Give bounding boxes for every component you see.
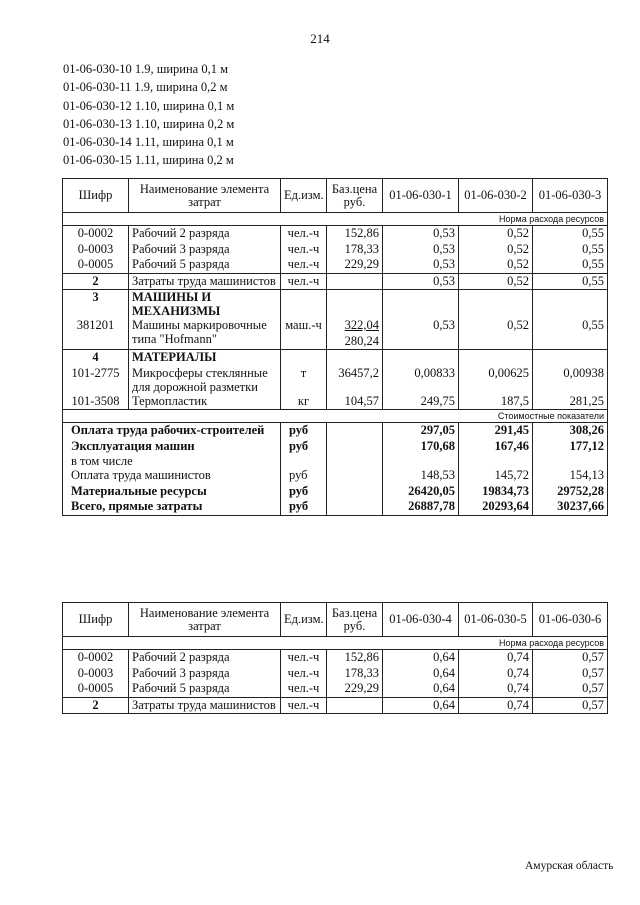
value-cell: 0,52 [507, 318, 529, 332]
value-cell: 0,55 [582, 226, 604, 240]
band-norm-label: Норма расхода ресурсов [499, 638, 604, 648]
cost-name: в том числе [71, 454, 133, 468]
cost-value: 297,05 [420, 423, 455, 437]
name-cell: Рабочий 5 разряда [132, 681, 230, 695]
cost-name: Эксплуатация машин [71, 438, 195, 453]
header-name: Наименование элемента затрат [139, 181, 270, 209]
price-value-alt: 280,24 [344, 333, 379, 348]
value-cell: 0,64 [433, 681, 455, 695]
cost-value: 19834,73 [482, 483, 529, 498]
code-cell: 101-2775 [71, 365, 120, 380]
table-row [63, 394, 608, 410]
name-cell: Затраты труда машинистов [132, 697, 276, 712]
name-cell: Микросферы стеклянные для дорожной разметки [132, 365, 268, 394]
cost-value: 167,46 [494, 438, 529, 453]
table-row [63, 350, 608, 366]
cost-value: 145,72 [494, 468, 529, 482]
value-cell: 0,00938 [563, 365, 604, 380]
price-value: 152,86 [344, 650, 379, 664]
unit-cell: чел.-ч [287, 273, 320, 288]
unit-cell: чел.-ч [287, 681, 320, 695]
name-cell: Машины маркировочные типа "Hofmann" [132, 318, 267, 346]
table-row [63, 226, 608, 242]
value-cell: 0,53 [433, 226, 455, 240]
cost-value: 29752,28 [557, 483, 604, 498]
unit-cell: чел.-ч [287, 650, 320, 664]
table-row [63, 697, 608, 714]
value-cell: 0,53 [433, 257, 455, 271]
cost-unit: руб [289, 499, 309, 513]
name-cell: Рабочий 2 разряда [132, 650, 230, 664]
value-cell: 0,55 [582, 273, 604, 288]
band-row [63, 637, 608, 650]
value-cell: 0,64 [433, 665, 455, 680]
intro-line: 01-06-030-13 1.10, ширина 0,2 м [63, 116, 235, 131]
cost-unit: руб [289, 468, 308, 482]
value-cell: 0,74 [507, 665, 529, 680]
price-value: 178,33 [344, 665, 379, 680]
name-cell: Термопластик [132, 393, 208, 408]
table-row [63, 650, 608, 666]
cost-value: 308,26 [569, 423, 604, 437]
name-cell: Затраты труда машинистов [132, 273, 276, 288]
intro-line: 01-06-030-10 1.9, ширина 0,1 м [63, 62, 229, 76]
value-cell: 0,55 [582, 241, 604, 256]
code-cell: 2 [92, 273, 99, 288]
name-cell: Рабочий 2 разряда [132, 226, 230, 240]
intro-line: 01-06-030-11 1.9, ширина 0,2 м [63, 80, 228, 95]
header-column: 01-06-030-4 [389, 612, 452, 626]
cost-value: 154,13 [569, 468, 604, 482]
value-cell: 0,52 [507, 241, 529, 256]
resource-table-2 [62, 602, 608, 714]
band-row [63, 410, 608, 423]
code-cell: 0-0002 [77, 650, 114, 664]
code-cell: 0-0005 [77, 681, 114, 695]
unit-cell: чел.-ч [287, 697, 320, 712]
price-value: 36457,2 [338, 365, 379, 380]
value-cell: 0,74 [507, 681, 529, 695]
region-footer: Амурская область [525, 860, 614, 872]
resource-table-1 [62, 178, 608, 516]
cost-name: Оплата труда машинистов [71, 468, 211, 482]
table-row [63, 318, 608, 350]
value-cell: 0,52 [507, 226, 529, 240]
band-cost-label: Стоимостные показатели [497, 411, 604, 421]
table-row [63, 666, 608, 682]
value-cell: 0,74 [507, 697, 529, 712]
name-cell: Рабочий 3 разряда [132, 665, 230, 680]
table-row [63, 242, 608, 258]
header-column: 01-06-030-2 [464, 188, 527, 202]
header-price: Баз.цена руб. [331, 181, 378, 209]
cost-value: 291,45 [494, 423, 529, 437]
price-value: 178,33 [344, 241, 379, 256]
code-cell: 381201 [76, 318, 115, 332]
unit-cell: маш.-ч [285, 318, 322, 332]
header-unit: Ед.изм. [284, 188, 324, 202]
value-cell: 0,53 [433, 241, 455, 256]
unit-cell: чел.-ч [287, 226, 320, 240]
cost-unit: руб [289, 483, 309, 498]
cost-unit: руб [289, 423, 309, 437]
header-code: Шифр [78, 188, 113, 202]
code-cell: 0-0003 [77, 241, 114, 256]
value-cell: 0,57 [582, 681, 604, 695]
header-column: 01-06-030-5 [464, 612, 527, 626]
unit-cell: т [300, 365, 307, 380]
cost-value: 26420,05 [408, 483, 455, 498]
value-cell: 0,52 [507, 273, 529, 288]
name-cell: МАТЕРИАЛЫ [132, 350, 217, 364]
code-cell: 3 [92, 290, 99, 304]
unit-cell: чел.-ч [287, 257, 320, 271]
code-cell: 0-0005 [77, 257, 114, 271]
header-row [63, 603, 608, 637]
header-column: 01-06-030-3 [538, 188, 602, 202]
value-cell: 0,55 [582, 257, 604, 271]
cost-row [63, 484, 608, 500]
header-name: Наименование элемента затрат [139, 605, 270, 633]
table-row [63, 366, 608, 394]
name-cell: МАШИНЫ И МЕХАНИЗМЫ [132, 290, 221, 318]
price-value: 229,29 [344, 681, 379, 695]
header-price: Баз.цена руб. [331, 605, 378, 633]
cost-unit: руб [289, 438, 309, 453]
table-row [63, 681, 608, 697]
header-unit: Ед.изм. [284, 612, 324, 626]
intro-line: 01-06-030-15 1.11, ширина 0,2 м [63, 153, 234, 168]
header-row [63, 179, 608, 213]
value-cell: 0,57 [582, 665, 604, 680]
intro-line: 01-06-030-14 1.11, ширина 0,1 м [63, 135, 234, 150]
code-cell: 0-0002 [77, 226, 114, 240]
price-value: 322,04 [344, 318, 379, 332]
cost-value: 30237,66 [557, 499, 604, 513]
price-value: 104,57 [344, 393, 379, 408]
unit-cell: чел.-ч [287, 665, 320, 680]
cost-name: Материальные ресурсы [71, 483, 207, 498]
value-cell: 281,25 [569, 393, 604, 408]
value-cell: 0,53 [433, 273, 455, 288]
header-column: 01-06-030-1 [389, 188, 452, 202]
value-cell: 0,57 [582, 697, 604, 712]
cost-row [63, 468, 608, 484]
intro-list [63, 60, 234, 170]
intro-line: 01-06-030-12 1.10, ширина 0,1 м [63, 98, 235, 113]
cost-row [63, 439, 608, 455]
cost-value: 170,68 [420, 438, 455, 453]
value-cell: 0,64 [433, 697, 455, 712]
value-cell: 0,74 [507, 650, 529, 664]
cost-value: 20293,64 [482, 499, 529, 513]
table-row [63, 290, 608, 319]
cost-value: 148,53 [420, 468, 455, 482]
value-cell: 0,00625 [488, 365, 529, 380]
value-cell: 0,55 [582, 318, 604, 332]
name-cell: Рабочий 5 разряда [132, 257, 230, 271]
price-value: 152,86 [344, 226, 379, 240]
cost-name: Оплата труда рабочих-строителей [71, 423, 265, 437]
value-cell: 0,52 [507, 257, 529, 271]
value-cell: 0,64 [433, 650, 455, 664]
header-code: Шифр [78, 612, 113, 626]
value-cell: 0,53 [433, 318, 455, 332]
unit-cell: кг [297, 393, 310, 408]
cost-value: 26887,78 [408, 499, 455, 513]
cost-name: Всего, прямые затраты [71, 499, 203, 513]
cost-row [63, 423, 608, 439]
code-cell: 0-0003 [77, 665, 114, 680]
table-row [63, 273, 608, 290]
name-cell: Рабочий 3 разряда [132, 241, 230, 256]
code-cell: 4 [92, 350, 99, 364]
code-cell: 101-3508 [71, 393, 120, 408]
band-norm-label: Норма расхода ресурсов [499, 214, 604, 224]
code-cell: 2 [92, 697, 99, 712]
header-column: 01-06-030-6 [538, 612, 602, 626]
unit-cell: чел.-ч [287, 241, 320, 256]
band-row [63, 213, 608, 226]
cost-row [63, 499, 608, 515]
page-number: 214 [310, 31, 330, 46]
cost-value: 177,12 [569, 438, 604, 453]
value-cell: 249,75 [420, 393, 455, 408]
value-cell: 187,5 [500, 393, 529, 408]
price-value: 229,29 [344, 257, 379, 271]
value-cell: 0,00833 [414, 365, 455, 380]
value-cell: 0,57 [582, 650, 604, 664]
table-row [63, 257, 608, 273]
cost-row [63, 454, 608, 468]
